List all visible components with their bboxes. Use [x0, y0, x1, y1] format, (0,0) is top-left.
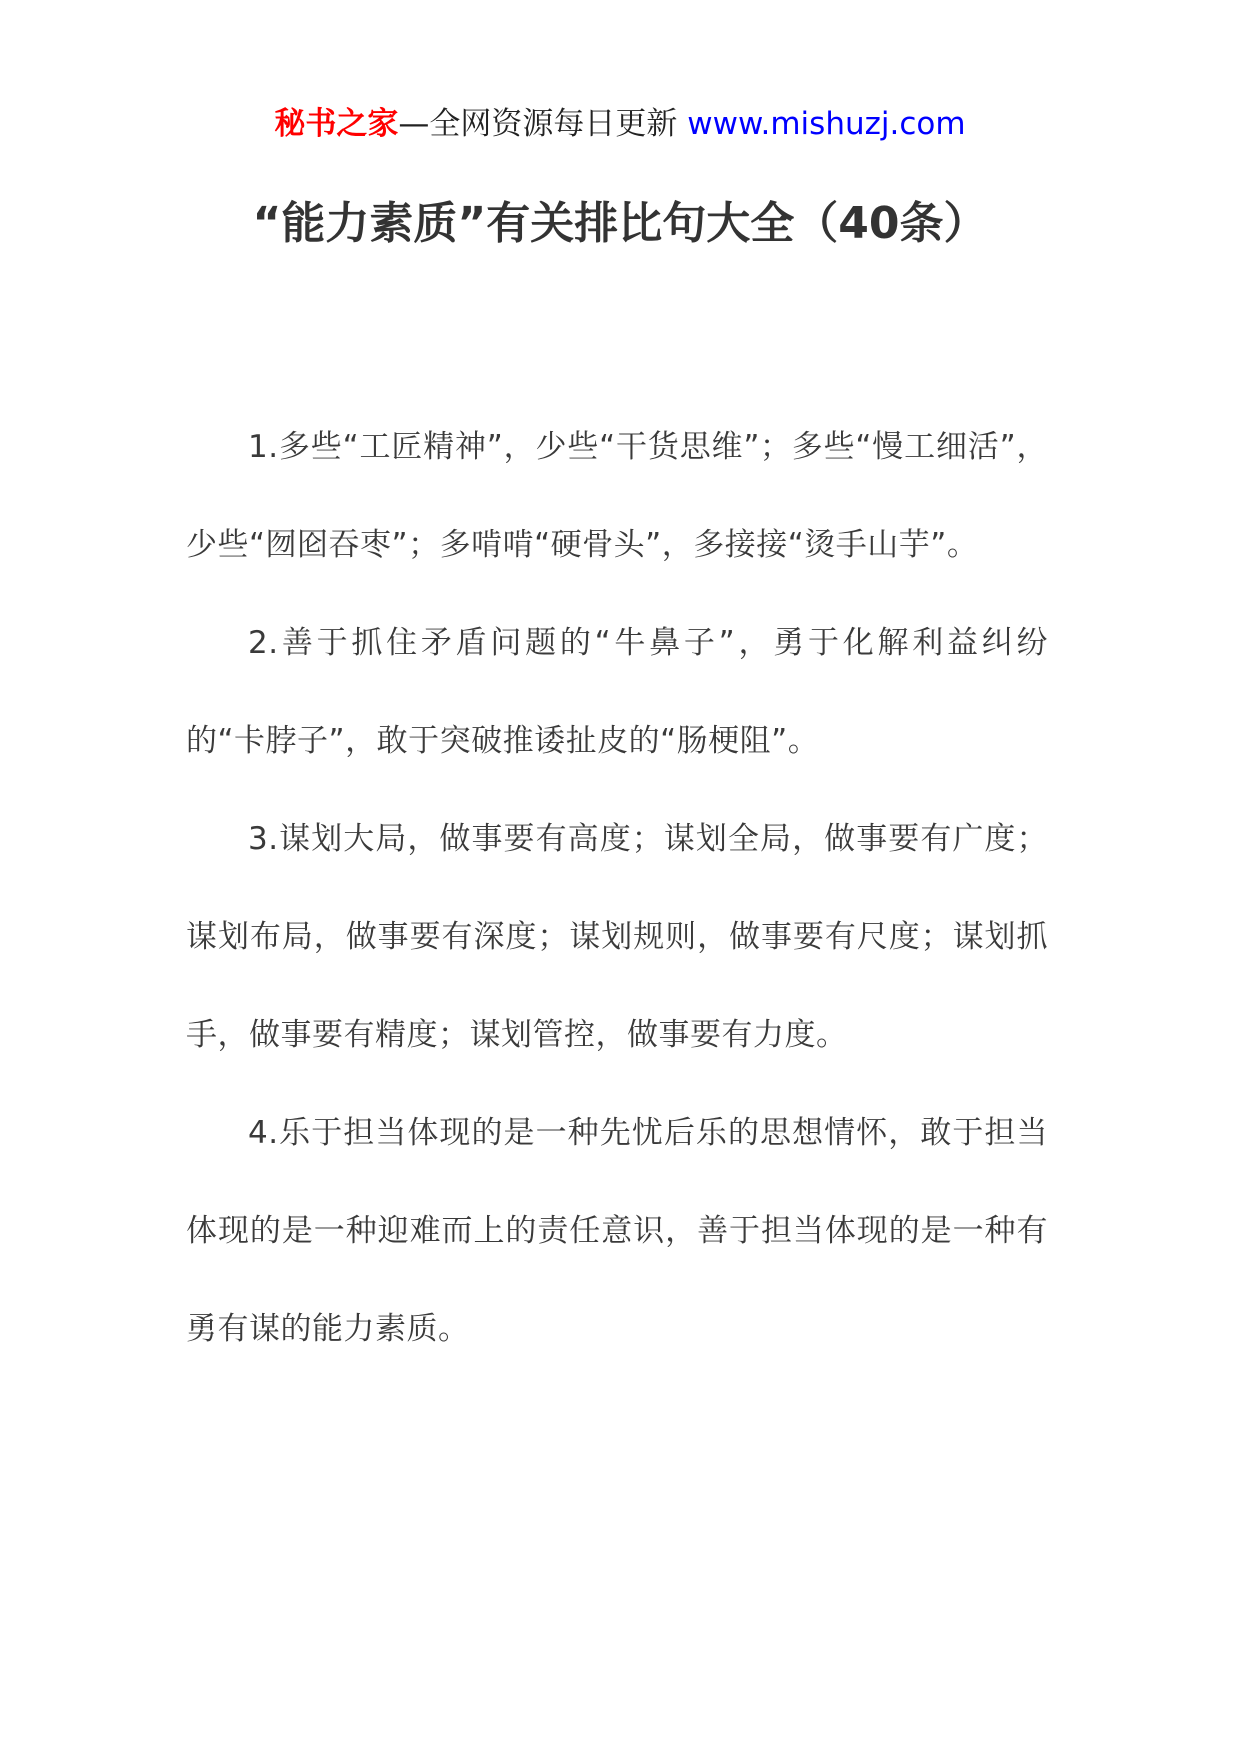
site-brand: 秘书之家 — [274, 106, 399, 142]
site-url-link[interactable]: www.mishuzj.com — [687, 106, 966, 142]
paragraph-1: 1.多些“工匠精神”，少些“干货思维”；多些“慢工细活”，少些“囫囵吞枣”；多啃啃“硬骨头”，多接接“烫手山芋”。 — [186, 429, 1048, 563]
paragraph-3: 3.谋划大局，做事要有高度；谋划全局，做事要有广度；谋划布局，做事要有深度；谋划规则，做事要有尺度；谋划抓手，做事要有精度；谋划管控，做事要有力度。 — [186, 821, 1048, 1053]
site-slogan: —全网资源每日更新 — [398, 106, 678, 142]
paragraph-2: 2.善于抓住矛盾问题的“牛鼻子”，勇于化解利益纠纷的“卡脖子”，敢于突破推诿扯皮的“肠梗阻”。 — [186, 625, 1048, 759]
document-title: “能力素质”有关排比句大全（40条） — [252, 198, 988, 249]
document-body — [186, 398, 1048, 1378]
site-header — [0, 104, 1240, 144]
paragraph-4: 4.乐于担当体现的是一种先忧后乐的思想情怀，敢于担当体现的是一种迎难而上的责任意识，善于担当体现的是一种有勇有谋的能力素质。 — [186, 1115, 1048, 1347]
